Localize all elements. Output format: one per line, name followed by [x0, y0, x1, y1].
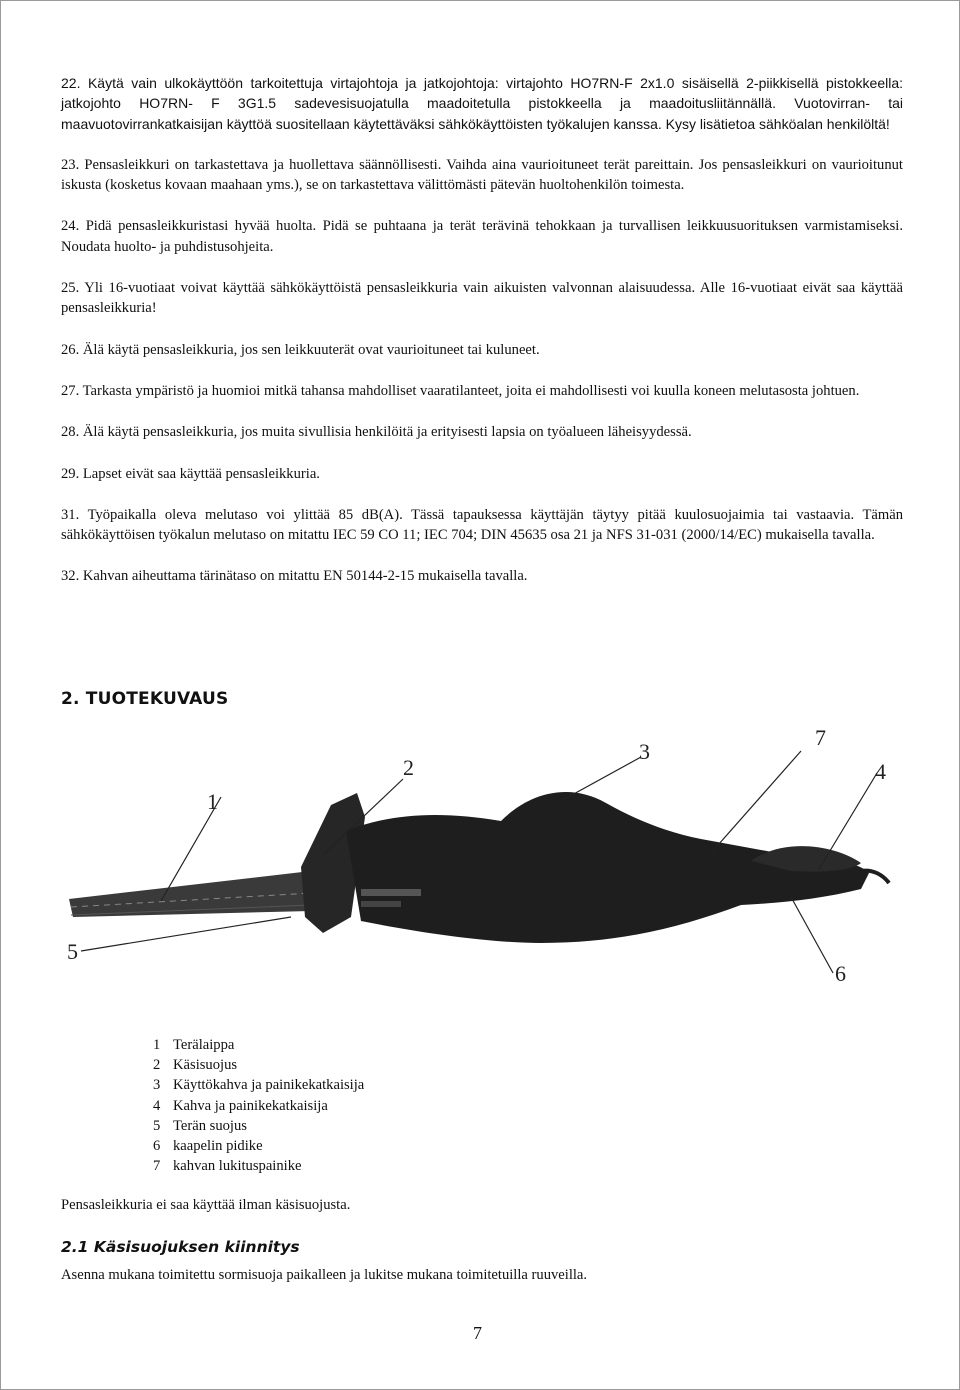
page-number: 7 — [473, 1323, 482, 1343]
legend-item — [153, 1096, 364, 1116]
legend-number: 2 — [153, 1057, 161, 1074]
paragraph-27: 27. Tarkasta ympäristö ja huomioi mitkä tahansa mahdolliset vaaratilanteet, joita ei mahdollisesti voi kuulla koneen melutasosta johtuen. — [61, 382, 860, 399]
legend-label: Käyttökahva ja painikekatkaisija — [173, 1077, 365, 1094]
legend-number: 1 — [153, 1037, 161, 1053]
hand-guard-note: Pensasleikkuria ei saa käyttää ilman käsisuojusta. — [61, 1197, 351, 1213]
paragraph-22: 22. Käytä vain ulkokäyttöön tarkoitettuja virtajohtoja ja jatkojohtoja: virtajohto HO7RN-F 2x1.0 sisäisellä 2-piikkisellä pistokkeella: jatkojohto HO7RN- F 3G1.5 sadevesisuojatulla maadoitetulla pistokkeella ja maadoitusliitännällä. Vuotovirran- tai maavuotovirrankatkaisijan käyttöä suositellaan käytettäväksi sähkökäyttöisten työkalujen kanssa. Kysy lisätietoa sähköalan henkilöltä! — [61, 75, 903, 132]
legend-number: 5 — [153, 1117, 161, 1134]
parts-legend — [153, 1035, 364, 1176]
legend-item — [153, 1055, 364, 1075]
paragraph-28: 28. Älä käytä pensasleikkuria, jos muita sivullisia henkilöitä ja erityisesti lapsia on työalueen läheisyydessä. — [61, 424, 692, 441]
callout-3: 3 — [639, 739, 650, 764]
legend-label: Terän suojus — [173, 1117, 247, 1134]
paragraph-31: 31. Työpaikalla oleva melutaso voi ylittää 85 dB(A). Tässä tapauksessa käyttäjän täytyy pitää kuulosuojaimia tai vastaavia. Tämän sähkökäyttöisen työkalun melutaso on mitattu IEC 59 CO 11; IEC 704; DIN 45635 osa 21 ja NFS 31-031 (2000/14/EC) mukaisella tavalla. — [61, 506, 903, 544]
legend-label: kahvan lukituspainike — [173, 1158, 302, 1175]
callout-6: 6 — [835, 961, 846, 986]
callout-2: 2 — [403, 755, 414, 780]
product-figure — [61, 721, 903, 1001]
legend-item — [153, 1156, 364, 1176]
subsection-text: Asenna mukana toimitettu sormisuoja paikalleen ja lukitse mukana toimitetuilla ruuveilla. — [61, 1267, 588, 1283]
legend-number: 7 — [153, 1158, 161, 1175]
legend-label: Käsisuojus — [173, 1057, 238, 1074]
hedge-trimmer-illustration — [61, 721, 903, 1001]
legend-item — [153, 1116, 364, 1136]
paragraph-25: 25. Yli 16-vuotiaat voivat käyttää sähkökäyttöistä pensasleikkuria vain aikuisten valvonnan alaisuudessa. Alle 16-vuotiaat eivät saa käyttää pensasleikkuria! — [61, 280, 903, 317]
callout-1: 1 — [207, 789, 218, 814]
paragraph-32: 32. Kahvan aiheuttama tärinätaso on mitattu EN 50144-2-15 mukaisella tavalla. — [61, 568, 528, 585]
paragraph-24: 24. Pidä pensasleikkuristasi hyvää huolta. Pidä se puhtaana ja terät terävinä tehokkaan ja turvallisen leikkuusuorituksen varmistamiseksi. Noudata huolto- ja puhdistusohjeita. — [61, 218, 903, 255]
section-title: 2. TUOTEKUVAUS — [61, 689, 229, 709]
callout-4: 4 — [875, 759, 886, 784]
paragraph-23: 23. Pensasleikkuri on tarkastettava ja huollettava säännöllisesti. Vaihda aina vaurioituneet terät pareittain. Jos pensasleikkuri on vaurioitunut iskusta (kosketus kovaan maahaan yms.), se on tarkastettava välittömästi pätevän huoltohenkilön toimesta. — [61, 156, 903, 194]
legend-number: 3 — [153, 1077, 161, 1094]
subsection-title: 2.1 Käsisuojuksen kiinnitys — [61, 1238, 300, 1256]
callout-7: 7 — [815, 725, 826, 750]
legend-label: Terälaippa — [173, 1037, 235, 1053]
legend-number: 6 — [153, 1138, 161, 1155]
callout-5: 5 — [67, 939, 78, 964]
legend-label: Kahva ja painikekatkaisija — [173, 1097, 328, 1114]
paragraph-29: 29. Lapset eivät saa käyttää pensasleikkuria. — [61, 465, 320, 482]
paragraph-26: 26. Älä käytä pensasleikkuria, jos sen leikkuuterät ovat vaurioituneet tai kuluneet. — [61, 341, 540, 358]
legend-label: kaapelin pidike — [173, 1138, 263, 1155]
legend-item — [153, 1035, 364, 1055]
legend-number: 4 — [153, 1097, 161, 1114]
safety-instructions — [61, 73, 903, 608]
legend-item — [153, 1136, 364, 1156]
legend-item — [153, 1075, 364, 1095]
